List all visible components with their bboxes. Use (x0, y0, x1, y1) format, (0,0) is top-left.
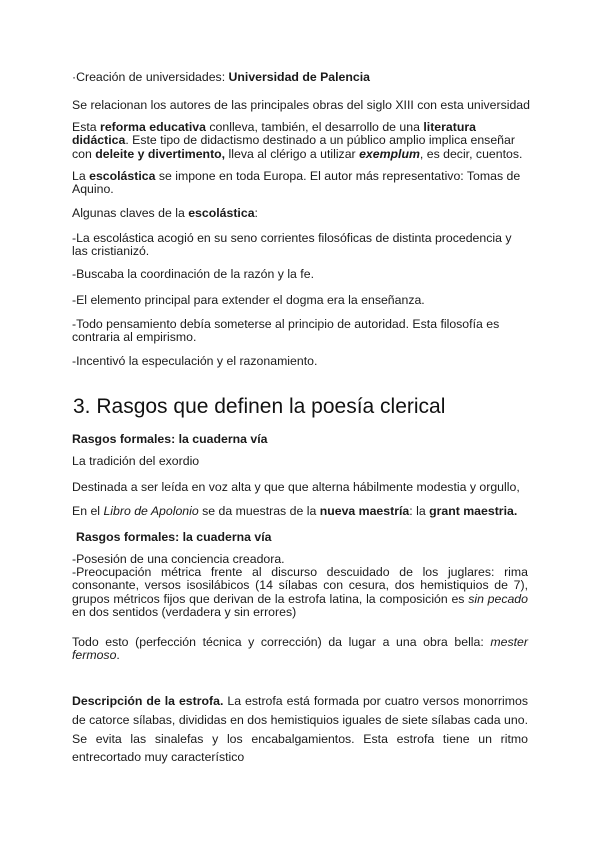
claves-heading: Algunas claves de la escolástica: (72, 206, 258, 220)
destinada-paragraph: Destinada a ser leída en voz alta y que que alterna hábilmente modestia y orgullo, (72, 480, 520, 494)
reforma-paragraph: Esta reforma educativa conlleva, también, el desarrollo de una literatura didáctica. Este tipo de didactismo destinado a un público amplio implica enseñar con deleite y divertimento, lleva al clérigo a utilizar exemplum, es decir, cuentos. (72, 120, 523, 161)
list-item: -Todo pensamiento debía someterse al principio de autoridad. Esta filosofía es contraria al empirismo. (72, 317, 500, 345)
universidad-palencia: Universidad de Palencia (228, 70, 371, 84)
relacion-paragraph: Se relacionan los autores de las principales obras del siglo XIII con esta universidad (72, 98, 530, 112)
universidades-line: ·Creación de universidades: Universidad de Palencia (72, 70, 371, 84)
apolonio-paragraph: En el Libro de Apolonio se da muestras de la nueva maestría: la grant maestria. (72, 504, 518, 518)
preocupacion-paragraph: -Preocupación métrica frente al discurso descuidado de los juglares: rima consonante, versos isosilábicos (14 sílabas con cesura, dos hemistiquios de 7), grupos métricos fijos que derivan de la estrofa latina, la composición es sin pecado en dos sentidos (verdadera y sin errores) (72, 565, 528, 620)
list-item: -La escolástica acogió en su seno corrientes filosóficas de distinta procedencia y las cristianizó. (72, 231, 512, 259)
subheading-cuaderna-via-2: Rasgos formales: la cuaderna vía (76, 530, 272, 544)
posesion-line: -Posesión de una conciencia creadora. (72, 552, 285, 566)
descripcion-paragraph: Descripción de la estrofa. La estrofa está formada por cuatro versos monorrimos de catorce sílabas, divididas en dos hemistiquios iguales de siete sílabas cada uno. Se evita las sinalefas y los encabalgamientos. Esta estrofa tiene un ritmo entrecortado muy característico (72, 694, 528, 765)
todo-paragraph: Todo esto (perfección técnica y corrección) da lugar a una obra bella: mester fermoso. (72, 635, 528, 663)
list-item: -Buscaba la coordinación de la razón y la fe. (72, 267, 314, 281)
section-title: 3. Rasgos que definen la poesía clerical (73, 395, 446, 418)
list-item: -El elemento principal para extender el dogma era la enseñanza. (72, 293, 425, 307)
exordio-line: La tradición del exordio (72, 454, 200, 468)
subheading-cuaderna-via: Rasgos formales: la cuaderna vía (72, 432, 268, 446)
list-item: -Incentivó la especulación y el razonamiento. (72, 354, 318, 368)
escolastica-paragraph: La escolástica se impone en toda Europa. El autor más representativo: Tomas de Aquino. (72, 169, 521, 197)
